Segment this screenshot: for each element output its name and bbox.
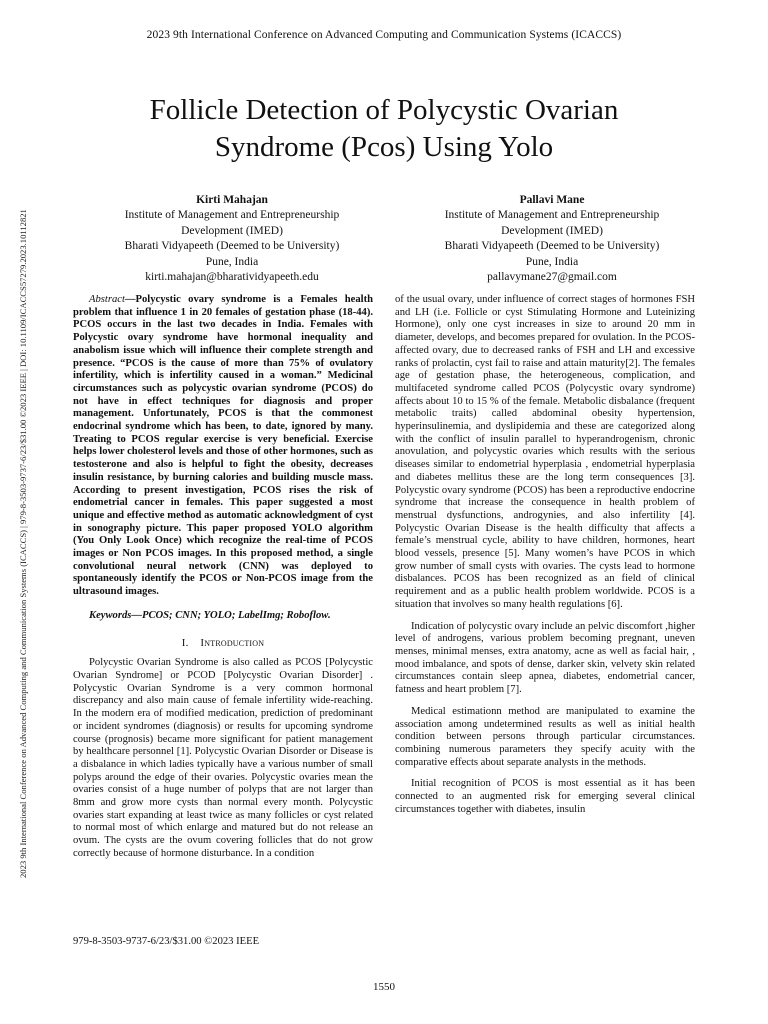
right-column [395, 294, 695, 816]
author-affiliation: Institute of Management and Entrepreneurship [444, 209, 660, 222]
author-affiliation: Bharati Vidyapeeth (Deemed to be University) [444, 240, 660, 253]
author-affiliation: Institute of Management and Entrepreneurship [124, 209, 340, 222]
abstract-text: —Polycystic ovary syndrome is a Females health problem that influence 1 in 20 females of gestation phase (18-44). PCOS occurs in the last two decades in India. Females with Polycystic ovary syndrome have hormonal inequality and anabolism issue which will influence their complete strength and presence. “PCOS is the cause of more than 75% of ovulatory infertility, which is infertility caused in a woman.” Medicinal circumstances such as polycystic ovarian syndrome (PCOS) do not have in effect techniques for diagnosis and proper management. Unfortunately, PCOS is that the commonest endocrinal syndrome which has been, to date, ignored by many. Treating to PCOS regular exercise is very beneficial. Exercise helps lower cholesterol levels and those of other hormones, such as testosterone and also is helpful to fight the obesity, decreases insulin resistance, by burning calories and building muscle mass. According to present investigation, PCOS rises the risk of endometrial cancer in females. This paper suggested a most unique and effective method as automatic acknowledgment of cyst in sonography picture. This paper proposed YOLO algorithm (You Only Look Once) which recognize the real-time of PCOS images or Non PCOS images. In this proposed method, a single convolutional neural network (CNN) was deployed to spontaneously identify the PCOS or Non-PCOS image from the ultrasound images. [73, 294, 373, 598]
section-title: Introduction [200, 636, 265, 649]
author-email: pallavymane27@gmail.com [487, 271, 617, 284]
section-heading [73, 637, 373, 650]
author-affiliation: Development (IMED) [181, 224, 283, 237]
abstract [73, 294, 373, 599]
conference-header: 2023 9th International Conference on Advanced Computing and Communication Systems (ICACCS) [146, 29, 622, 41]
paper-title [60, 92, 708, 166]
title-line-2: Syndrome (Pcos) Using Yolo [214, 131, 554, 163]
side-doi-identifier: 2023 9th International Conference on Advanced Computing and Communication Systems (ICACCS) | 979-8-3503-9737-6/23/$31.00 ©2023 IEEE | DOI: 10.1109/ICACCS57279.2023.10112821 [18, 209, 28, 878]
author-affiliation: Bharati Vidyapeeth (Deemed to be University) [124, 240, 340, 253]
body-paragraph: Initial recognition of PCOS is most essential as it has been connected to an augmented risk for emerging several clinical circumstances together with diabetes, insulin [395, 778, 695, 815]
author-email: kirti.mahajan@bharatividyapeeth.edu [145, 271, 319, 284]
copyright-footnote: 979-8-3503-9737-6/23/$31.00 ©2023 IEEE [73, 936, 260, 947]
author-block-1 [77, 193, 387, 285]
author-block-2 [397, 193, 707, 285]
author-affiliation: Development (IMED) [501, 224, 603, 237]
keywords: Keywords—PCOS; CNN; YOLO; LabelImg; Roboflow. [89, 609, 331, 621]
left-column [73, 294, 373, 861]
body-paragraph: Medical estimationn method are manipulated to examine the association among undetermined results as well as initial health condition between persons through particular circumstances. combining numerous parameters they specify acuity with the comparative effects about separate analysts in the methods. [395, 705, 695, 768]
author-location: Pune, India [205, 255, 259, 268]
title-line-1: Follicle Detection of Polycystic Ovarian [149, 94, 619, 126]
body-paragraph: of the usual ovary, under influence of correct stages of hormones FSH and LH (i.e. Follicle or cyst Stimulating Hormone and Luteinizing Hormone), only one cyst increases in size to around 20 mm in diameter, develops, and becomes prepared for ovulation. In the PCOS-affected ovary, due to decreased ranks of FSH and LH and excessive ranks of prolactin, cyst fail to raise and attain maturity[2]. The females age of gestation phase, the heterogeneous, complication, and multifaceted syndrome called PCOS (Polycystic ovary syndrome) affects about 10 to 15 % of the female. Metabolic disbalance (frequent metabolic traits) called abdominal obesity hypertension, hyperinsulinemia, and dyslipidemia and these are categorized along with the conflict of insulin parallel to hyperandrogenism, chronic anovulation, and polycystic ovaries which results with the serious diseases similar to endometrial hyperplasia , endometrial hyperplasia and diabetes mellitus these are the long term consequences [3]. Polycystic ovary syndrome (PCOS) has been a reproductive endocrine syndrome that increase the consequence in health problem of menstrual dysfunctions, androgynies, and also infertility [4]. Polycystic Ovarian Disease is the health difficulty that affects a female’s menstrual cycle, ability to have children, hormones, heart blood vessels, presence [5]. Many women’s have PCOS in which grow number of small cysts with ovaries. The cysts lead to hormone disbalances. PCOS has been recognized as an field of clinical requirement and as a public health problem worldwide. PCOS is a situation that involves so many health regulations [6]. [395, 294, 695, 610]
author-name: Pallavi Mane [519, 194, 585, 206]
author-name: Kirti Mahajan [196, 194, 268, 206]
intro-paragraph: Polycystic Ovarian Syndrome is also called as PCOS [Polycystic Ovarian Syndrome] or PCOD [Polycystic Ovarian Disorder] . Polycystic Ovarian Syndrome is a very common hormonal discrepancy and also main cause of female infertility wide-reaching. In the modern era of modified medication, prediction of predominant or incident syndromes (diagnosis) or results for upcoming syndrome course (prognosis) became more significant for patient management by healthcare personnel [1]. Polycystic Ovarian Disorder or Disease is a disbalance in which ladies typically have a various number of small polyps around the edge of their ovaries. Polycystic ovaries mean the ovaries consist of a huge number of polyps that are not larger than 8mm and grow more cysts than normal every month. Polycystic ovaries start expanding at least twice as many follicles or cyst related to normal most of which enlarge and matured but do not release an ovum. The cysts are the ovum covering follicles that do not grow correctly because of hormone disturbance. In a condition [73, 657, 373, 859]
body-paragraph: Indication of polycystic ovary include an pelvic discomfort ,higher level of androgens, various problem becoming pregnant, uneven menses, minimal menses, extra anatomy, acne as well as facial hair, , mood imbalance, and spots of dense, darker skin, velvety skin related circumstances contain sleep apnea, diabetes, endometrial cancer, fatness and heart problem [7]. [395, 620, 695, 696]
page-number: 1550 [373, 981, 395, 993]
author-location: Pune, India [525, 255, 579, 268]
section-number: I. [181, 636, 189, 649]
abstract-label: Abstract [89, 294, 125, 305]
